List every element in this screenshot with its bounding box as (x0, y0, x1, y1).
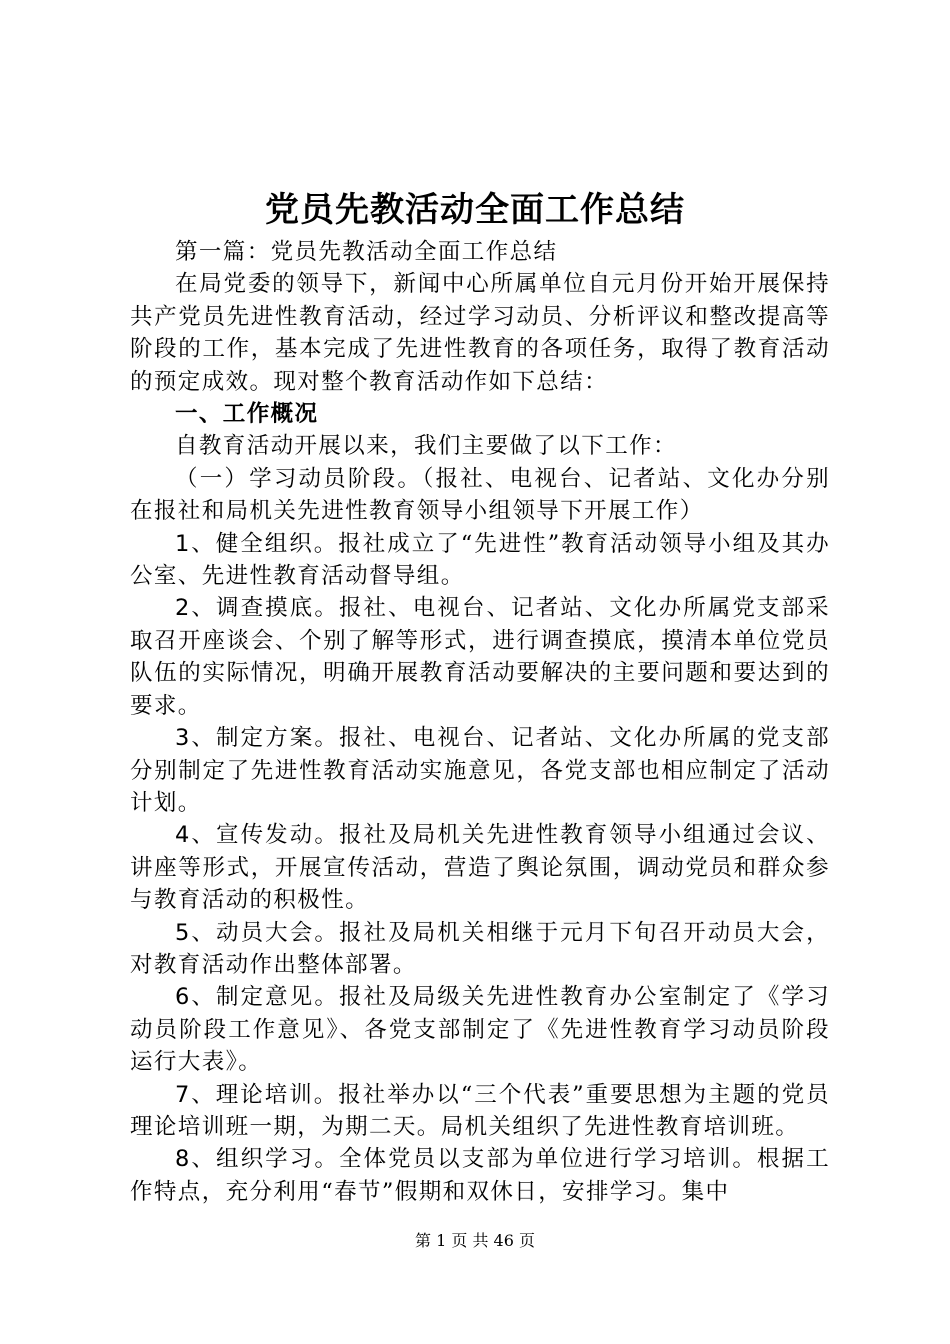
item-lead: 1、健全组织。 (175, 530, 339, 557)
item-paragraph (130, 917, 830, 982)
item-text: 报社、电视台、记者站、文化办所属党支部采取召开座谈会、个别了解等形式，进行调查摸底，摸清本单位党员队伍的实际情况，明确开展教育活动要解决的主要问题和要达到的要求。 (130, 595, 830, 719)
item-lead: 8、组织学习。 (175, 1146, 339, 1173)
item-lead: 4、宣传发动。 (175, 822, 339, 849)
document-body (130, 236, 830, 1208)
item-text: 全体党员以支部为单位进行学习培训。根据工作特点，充分利用“春节”假期和双休日，安排学习。集中 (130, 1146, 830, 1205)
item-text: 报社、电视台、记者站、文化办所属的党支部分别制定了先进性教育活动实施意见，各党支部也相应制定了活动计划。 (130, 725, 830, 816)
item-lead: 7、理论培训。 (175, 1081, 339, 1108)
item-text: 报社及局机关相继于元月下旬召开动员大会，对教育活动作出整体部署。 (130, 919, 830, 978)
section-heading: 一、工作概况 (175, 401, 319, 428)
item-paragraph (130, 1079, 830, 1144)
section-intro: 自教育活动开展以来，我们主要做了以下工作： (175, 433, 677, 460)
item-paragraph (130, 592, 830, 722)
stage-paragraph (130, 463, 830, 528)
intro-paragraph: 在局党委的领导下，新闻中心所属单位自元月份开始开展保持共产党员先进性教育活动，经过学习动员、分析评议和整改提高等阶段的工作，基本完成了先进性教育的各项任务，取得了教育活动的预定成效。现对整个教育活动作如下总结： (130, 271, 830, 395)
item-paragraph (130, 528, 830, 593)
item-lead: 6、制定意见。 (175, 984, 339, 1011)
item-paragraph (130, 819, 830, 916)
item-text: 报社成立了“先进性”教育活动领导小组及其办公室、先进性教育活动督导组。 (130, 530, 831, 590)
subtitle: 第一篇：党员先教活动全面工作总结 (175, 239, 558, 265)
stage-lead: （一）学习动员阶段。 (175, 465, 423, 492)
item-paragraph (130, 722, 830, 819)
item-text: 报社及局机关先进性教育领导小组通过会议、讲座等形式，开展宣传活动，营造了舆论氛围，调动党员和群众参与教育活动的积极性。 (130, 822, 830, 914)
item-text: 报社及局级关先进性教育办公室制定了《学习动员阶段工作意见》、各党支部制定了《先进性教育学习动员阶段运行大表》。 (130, 984, 830, 1076)
item-text: 报社举办以“三个代表”重要思想为主题的党员理论培训班一期，为期二天。局机关组织了先进性教育培训班。 (130, 1081, 831, 1140)
page-footer: 第 1 页 共 46 页 (415, 1231, 535, 1250)
stage-text: （报社、电视台、记者站、文化办分别在报社和局机关先进性教育领导小组领导下开展工作） (130, 465, 830, 525)
item-lead: 3、制定方案。 (175, 725, 339, 752)
item-paragraph (130, 981, 830, 1078)
document-title: 党员先教活动全面工作总结 (265, 190, 685, 230)
item-paragraph (130, 1143, 830, 1208)
item-lead: 5、动员大会。 (175, 919, 339, 946)
item-lead: 2、调查摸底。 (175, 595, 339, 622)
